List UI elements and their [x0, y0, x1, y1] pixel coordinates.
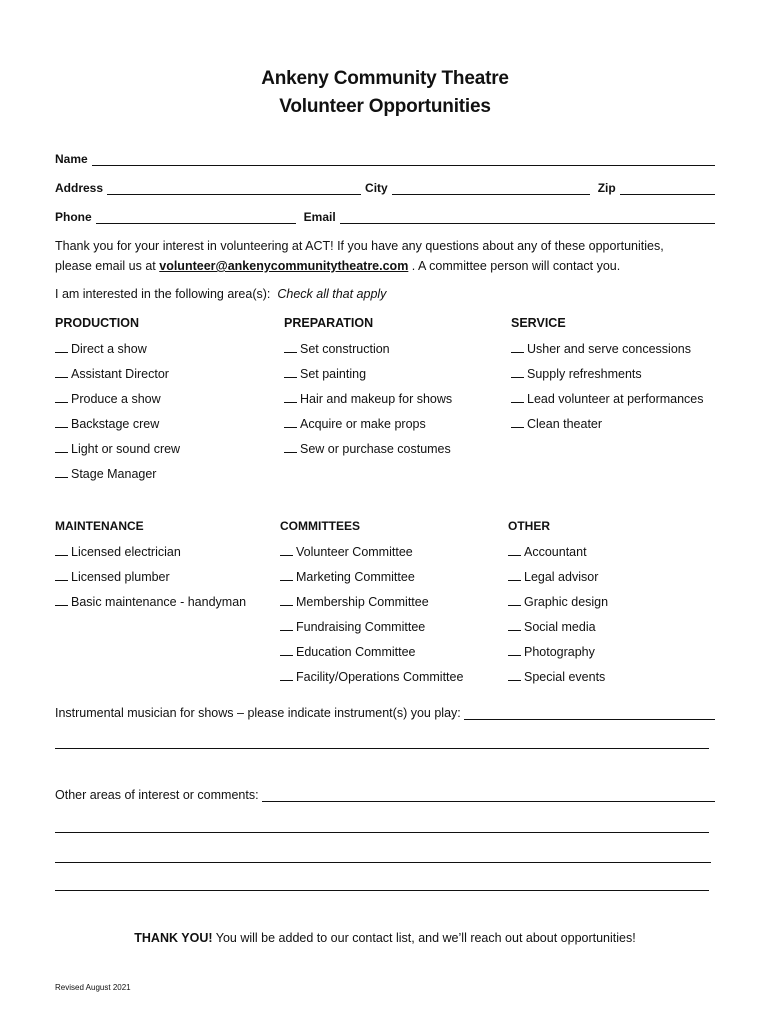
comments-field-line[interactable] — [55, 850, 711, 863]
checkbox-blank[interactable] — [284, 367, 297, 378]
city-label: City — [365, 181, 388, 195]
comments-label: Other areas of interest or comments: — [55, 788, 259, 802]
production-section — [55, 316, 180, 492]
checkbox-blank[interactable] — [508, 545, 521, 556]
service-section — [511, 316, 704, 442]
phone-row — [55, 210, 715, 224]
maintenance-section — [55, 519, 246, 620]
name-label: Name — [55, 152, 88, 166]
checkbox-blank[interactable] — [511, 367, 524, 378]
production-item[interactable]: Produce a show — [55, 392, 180, 417]
other-item[interactable]: Photography — [508, 645, 608, 670]
checkbox-blank[interactable] — [55, 570, 68, 581]
address-label: Address — [55, 181, 104, 195]
checkbox-blank[interactable] — [284, 392, 297, 403]
committees-item[interactable]: Education Committee — [280, 645, 463, 670]
checkbox-blank[interactable] — [55, 367, 68, 378]
comments-line-3 — [55, 850, 715, 863]
checkbox-blank[interactable] — [55, 392, 68, 403]
committees-heading: COMMITTEES — [280, 519, 360, 533]
committees-item[interactable]: Facility/Operations Committee — [280, 670, 463, 695]
preparation-item[interactable]: Set painting — [284, 367, 452, 392]
preparation-item[interactable]: Acquire or make props — [284, 417, 452, 442]
intro-line-2 — [55, 256, 725, 276]
musician-field[interactable] — [464, 707, 715, 720]
interest-label: I am interested in the following area(s): — [55, 287, 271, 301]
name-row — [55, 152, 715, 166]
interest-line — [55, 284, 725, 304]
maintenance-item[interactable]: Licensed electrician — [55, 545, 246, 570]
intro-line-1: Thank you for your interest in volunteering at ACT! If you have any questions about any of these opportunities, — [55, 239, 664, 253]
checkbox-blank[interactable] — [280, 670, 293, 681]
other-item[interactable]: Social media — [508, 620, 608, 645]
city-field[interactable] — [392, 182, 590, 195]
production-item[interactable]: Light or sound crew — [55, 442, 180, 467]
intro-line-2-suffix: . A committee person will contact you. — [408, 259, 621, 273]
volunteer-email-link[interactable]: volunteer@ankenycommunitytheatre.com — [159, 259, 409, 273]
preparation-item[interactable]: Sew or purchase costumes — [284, 442, 452, 467]
checkbox-blank[interactable] — [508, 620, 521, 631]
revision-note: Revised August 2021 — [55, 983, 131, 992]
maintenance-heading: MAINTENANCE — [55, 519, 144, 533]
other-item[interactable]: Special events — [508, 670, 608, 695]
address-field[interactable] — [107, 182, 361, 195]
form-subtitle: Volunteer Opportunities — [279, 96, 491, 117]
checkbox-blank[interactable] — [55, 442, 68, 453]
other-heading: OTHER — [508, 519, 550, 533]
checkbox-blank[interactable] — [55, 595, 68, 606]
checkbox-blank[interactable] — [511, 342, 524, 353]
musician-line-2 — [55, 736, 715, 749]
musician-row — [55, 706, 715, 720]
phone-field[interactable] — [96, 211, 296, 224]
checkbox-blank[interactable] — [284, 417, 297, 428]
comments-field-line[interactable] — [55, 878, 709, 891]
checkbox-blank[interactable] — [511, 417, 524, 428]
comments-field[interactable] — [262, 789, 715, 802]
production-item[interactable]: Backstage crew — [55, 417, 180, 442]
checkbox-blank[interactable] — [55, 545, 68, 556]
service-item[interactable]: Usher and serve concessions — [511, 342, 704, 367]
committees-item[interactable]: Fundraising Committee — [280, 620, 463, 645]
intro-line-2-prefix: please email us at — [55, 259, 156, 273]
committees-item[interactable]: Volunteer Committee — [280, 545, 463, 570]
checkbox-blank[interactable] — [511, 392, 524, 403]
checkbox-blank[interactable] — [55, 342, 68, 353]
checkbox-blank[interactable] — [280, 545, 293, 556]
checkbox-blank[interactable] — [508, 645, 521, 656]
musician-label: Instrumental musician for shows – please indicate instrument(s) you play: — [55, 706, 461, 720]
checkbox-blank[interactable] — [284, 342, 297, 353]
checkbox-blank[interactable] — [508, 670, 521, 681]
maintenance-item[interactable]: Basic maintenance - handyman — [55, 595, 246, 620]
service-item[interactable]: Clean theater — [511, 417, 704, 442]
production-item[interactable]: Assistant Director — [55, 367, 180, 392]
preparation-item[interactable]: Hair and makeup for shows — [284, 392, 452, 417]
zip-label: Zip — [597, 181, 616, 195]
preparation-heading: PREPARATION — [284, 316, 374, 330]
committees-item[interactable]: Membership Committee — [280, 595, 463, 620]
preparation-item[interactable]: Set construction — [284, 342, 452, 367]
phone-label: Phone — [55, 210, 92, 224]
comments-line-4 — [55, 878, 715, 891]
comments-line-2 — [55, 820, 715, 833]
checkbox-blank[interactable] — [284, 442, 297, 453]
email-field[interactable] — [340, 211, 715, 224]
checkbox-blank[interactable] — [508, 570, 521, 581]
service-item[interactable]: Supply refreshments — [511, 367, 704, 392]
interest-hint: Check all that apply — [277, 287, 387, 301]
checkbox-blank[interactable] — [55, 467, 68, 478]
other-item[interactable]: Graphic design — [508, 595, 608, 620]
thank-you-message — [0, 931, 770, 945]
checkbox-blank[interactable] — [280, 620, 293, 631]
service-heading: SERVICE — [511, 316, 566, 330]
committees-section — [280, 519, 463, 695]
name-field[interactable] — [92, 153, 715, 166]
checkbox-blank[interactable] — [280, 570, 293, 581]
checkbox-blank[interactable] — [508, 595, 521, 606]
thank-you-rest: You will be added to our contact list, and we’ll reach out about opportunities! — [212, 931, 636, 945]
service-item[interactable]: Lead volunteer at performances — [511, 392, 704, 417]
maintenance-item[interactable]: Licensed plumber — [55, 570, 246, 595]
musician-field-continued[interactable] — [55, 736, 709, 749]
email-label: Email — [303, 210, 336, 224]
production-heading: PRODUCTION — [55, 316, 140, 330]
address-row — [55, 181, 715, 195]
thank-you-bold: THANK YOU! — [134, 931, 213, 945]
preparation-section — [284, 316, 452, 467]
comments-row — [55, 788, 715, 802]
production-item[interactable]: Stage Manager — [55, 467, 180, 492]
checkbox-blank[interactable] — [55, 417, 68, 428]
other-section — [508, 519, 608, 695]
production-item[interactable]: Direct a show — [55, 342, 180, 367]
checkbox-blank[interactable] — [280, 645, 293, 656]
committees-item[interactable]: Marketing Committee — [280, 570, 463, 595]
checkbox-blank[interactable] — [280, 595, 293, 606]
other-item[interactable]: Legal advisor — [508, 570, 608, 595]
comments-field-line[interactable] — [55, 820, 709, 833]
other-item[interactable]: Accountant — [508, 545, 608, 570]
form-title: Ankeny Community Theatre — [261, 68, 509, 89]
zip-field[interactable] — [620, 182, 715, 195]
intro-paragraph — [55, 236, 725, 276]
